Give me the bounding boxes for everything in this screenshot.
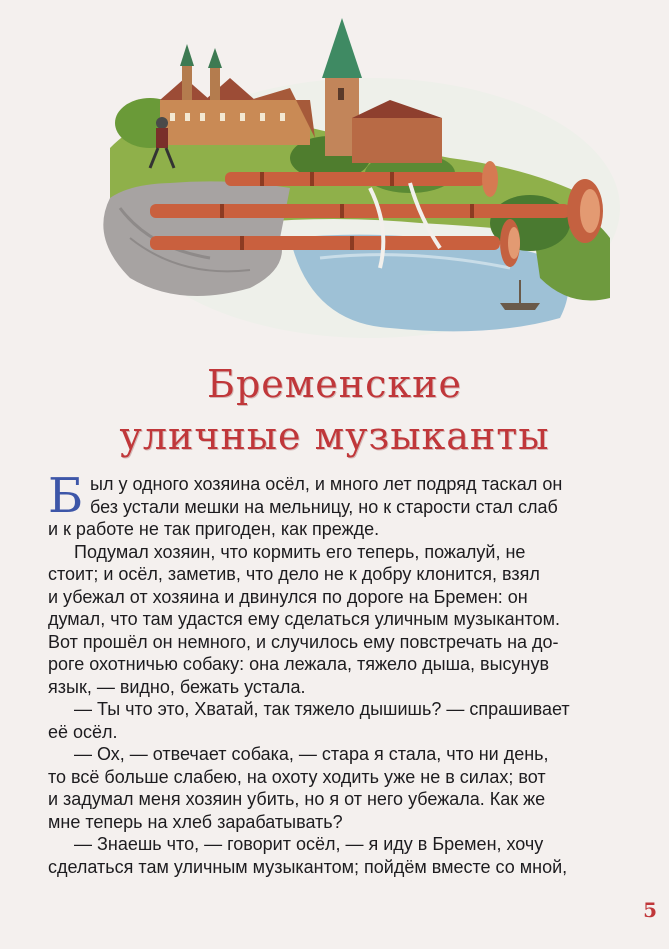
text-line: — Ты что это, Хватай, так тяжело дышишь? — спрашивает (74, 699, 570, 719)
title-line-1: Бременские (207, 362, 462, 406)
paragraph-1 (48, 468, 613, 524)
text-line: стоит; и осёл, заметив, что дело не к добру клонится, взял (48, 564, 540, 584)
text-line: мне теперь на хлеб зарабатывать? (48, 811, 343, 832)
text-line: роге охотничью собаку: она лежала, тяжело дыша, высунув (48, 654, 550, 674)
text-line: думал, что там удастся ему сделаться уличным музыкантом. (48, 609, 560, 629)
text-line: и убежал от хозяина и двинулся по дороге на Бремен: он (48, 586, 528, 607)
text-line: Вот прошёл он немного, и случилось ему повстречать на до- (48, 631, 559, 652)
text-line: ыл у одного хозяина осёл, и много лет подряд таскал он (90, 474, 563, 494)
text-line: язык, — видно, бежать устала. (48, 676, 306, 697)
text-line: — Знаешь что, — говорит осёл, — я иду в Бремен, хочу (74, 834, 544, 854)
drop-cap: Б (48, 468, 84, 524)
text-line: и задумал меня хозяин убить, но я от него убежала. Как же (48, 789, 546, 809)
text-line: Подумал хозяин, что кормить его теперь, пожалуй, не (74, 541, 526, 562)
text-line: — Ох, — отвечает собака, — стара я стала, что ни день, (74, 744, 549, 764)
story-text (48, 468, 613, 878)
text-line: то всё больше слабею, на охоту ходить уже не в силах; вот (48, 766, 546, 787)
text-line: без устали мешки на мельницу, но к старости стал слаб (90, 496, 558, 517)
bagpipe-town-illustration (90, 8, 620, 338)
text-line: и к работе не так пригоден, как прежде. (48, 519, 380, 539)
page-number: 5 (643, 898, 657, 922)
title-line-2: уличные музыканты (119, 414, 550, 458)
text-line: сделаться там уличным музыкантом; пойдём вместе со мной, (48, 856, 568, 877)
text-line: её осёл. (48, 721, 118, 742)
